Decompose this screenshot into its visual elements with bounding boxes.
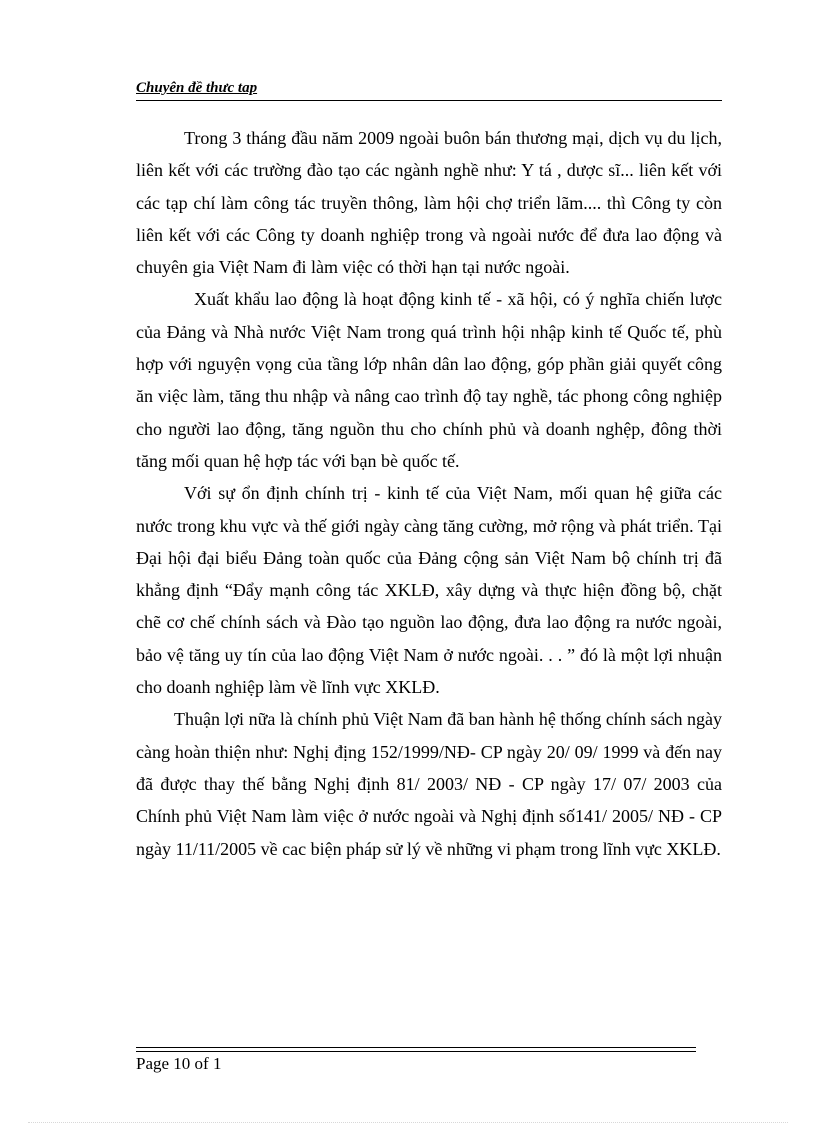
- paragraph-1: Trong 3 tháng đầu năm 2009 ngoài buôn bán thương mại, dịch vụ du lịch, liên kết với các trường đào tạo các ngành nghề như: Y tá , dược sĩ... liên kết với các tạp chí làm công tác truyền thông, làm hội chợ triển lãm.... thì Công ty còn liên kết với các Công ty doanh nghiệp trong và ngoài nước để đưa lao động và chuyên gia Việt Nam đi làm việc có thời hạn tại nước ngoài.: [136, 128, 722, 278]
- header-title: Chuyên đề thưc tap: [136, 80, 258, 96]
- page-header: [136, 80, 722, 101]
- paragraph-3: Với sự ổn định chính trị - kinh tế của Việt Nam, mối quan hệ giữa các nước trong khu vực và thế giới ngày càng tăng cường, mở rộng và phát triển. Tại Đại hội đại biểu Đảng toàn quốc của Đảng cộng sản Việt Nam bộ chính trị đã khẳng định “Đẩy mạnh công tác XKLĐ, xây dựng và thực hiện đồng bộ, chặt chẽ cơ chế chính sách và Đào tạo nguồn lao động, đưa lao động ra nước ngoài, bảo vệ tăng uy tín của lao động Việt Nam ở nước ngoài. . . ” đó là một lợi nhuận cho doanh nghiệp làm về lĩnh vực XKLĐ.: [136, 483, 722, 698]
- paragraph-4: Thuận lợi nữa là chính phủ Việt Nam đã ban hành hệ thống chính sách ngày càng hoàn thiện như: Nghị địng 152/1999/NĐ- CP ngày 20/ 09/ 1999 và đến nay đã được thay thế bằng Nghị định 81/ 2003/ NĐ - CP ngày 17/ 07/ 2003 của Chính phủ Việt Nam làm việc ở nước ngoài và Nghị định số141/ 2005/ NĐ - CP ngày 11/11/2005 về cac biện pháp sử lý về những vi phạm trong lĩnh vực XKLĐ.: [136, 709, 722, 859]
- footer-divider: [136, 1047, 696, 1052]
- document-body: [136, 122, 722, 865]
- paragraph-2: Xuất khẩu lao động là hoạt động kinh tế - xã hội, có ý nghĩa chiến lược của Đảng và Nhà nước Việt Nam trong quá trình hội nhập kinh tế Quốc tế, phù hợp với nguyện vọng của tầng lớp nhân dân lao động, góp phần giải quyết công ăn việc làm, tăng thu nhập và nâng cao trình độ tay nghề, tác phong công nghiệp cho người lao động, tăng nguồn thu cho chính phủ và doanh nghệp, đông thời tăng mối quan hệ hợp tác với bạn bè quốc tế.: [136, 289, 722, 471]
- page-number: Page 10 of 1: [136, 1054, 222, 1073]
